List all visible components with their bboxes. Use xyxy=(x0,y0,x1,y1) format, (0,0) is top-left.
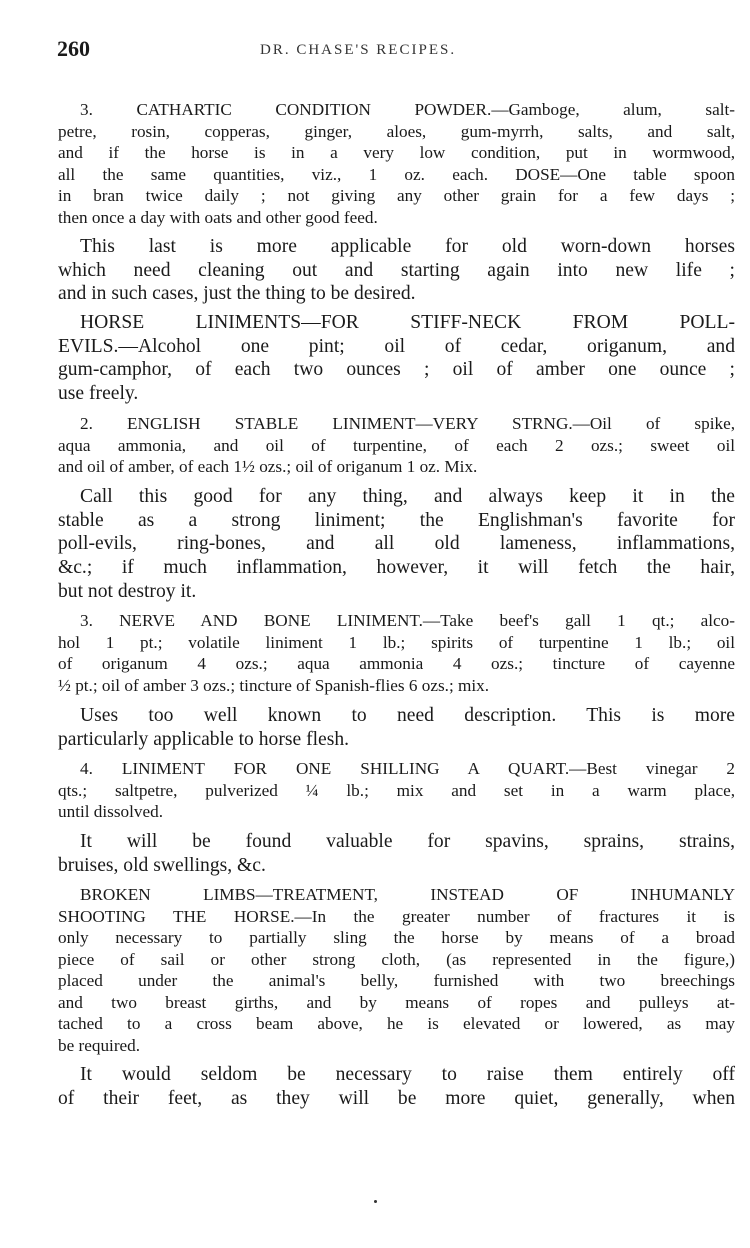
text-line: and in such cases, just the thing to be desired. xyxy=(58,283,416,305)
text-line: be required. xyxy=(58,1035,141,1055)
running-head: DR. CHASE'S RECIPES. xyxy=(260,42,457,58)
paragraph xyxy=(58,485,735,604)
text-line: 4. LINIMENT FOR ONE SHILLING A QUART.—Best vinegar 2 xyxy=(80,759,735,778)
paragraph xyxy=(58,413,735,478)
paragraph xyxy=(58,235,735,306)
text-line: &c.; if much inflammation, however, it will fetch the hair, xyxy=(58,557,735,579)
text-line: and if the horse is in a very low condition, put in wormwood, xyxy=(58,143,735,162)
text-line: BROKEN LIMBS—TREATMENT, INSTEAD OF INHUMANLY xyxy=(80,885,735,904)
text-line: aqua ammonia, and oil of turpentine, of each 2 ozs.; sweet oil xyxy=(58,435,735,455)
paragraph xyxy=(58,1063,735,1110)
text-line: poll-evils, ring-bones, and all old lameness, inflammations, xyxy=(58,533,735,555)
text-line: and oil of amber, of each 1½ ozs.; oil of origanum 1 oz. Mix. xyxy=(58,457,478,476)
text-line: ½ pt.; oil of amber 3 ozs.; tincture of Spanish-flies 6 ozs.; mix. xyxy=(58,675,490,695)
text-line: 2. ENGLISH STABLE LINIMENT—VERY STRNG.—Oil of spike, xyxy=(80,414,735,433)
text-line: 3. CATHARTIC CONDITION POWDER.—Gamboge, alum, salt- xyxy=(80,100,735,119)
text-line: all the same quantities, viz., 1 oz. each. DOSE—One table spoon xyxy=(58,164,735,184)
text-line: of origanum 4 ozs.; aqua ammonia 4 ozs.; tincture of cayenne xyxy=(58,654,735,673)
paragraph xyxy=(58,884,735,1056)
text-line: It will be found valuable for spavins, sprains, strains, xyxy=(80,831,735,852)
text-line: only necessary to partially sling the horse by means of a broad xyxy=(58,928,735,947)
text-line: Call this good for any thing, and always keep it in the xyxy=(80,486,735,507)
text-line: hol 1 pt.; volatile liniment 1 lb.; spirits of turpentine 1 lb.; oil xyxy=(58,632,735,652)
text-line: qts.; saltpetre, pulverized ¼ lb.; mix and set in a warm place, xyxy=(58,780,735,800)
text-line: HORSE LINIMENTS—FOR STIFF-NECK FROM POLL- xyxy=(80,312,735,333)
text-line: Uses too well known to need description. This is more xyxy=(80,705,735,726)
text-line: placed under the animal's belly, furnished with two breechings xyxy=(58,971,735,990)
text-line: until dissolved. xyxy=(58,802,164,821)
text-line: petre, rosin, copperas, ginger, aloes, gum-myrrh, salts, and salt, xyxy=(58,121,735,141)
text-line: then once a day with oats and other good feed. xyxy=(58,207,378,227)
text-line: It would seldom be necessary to raise them entirely off xyxy=(80,1064,735,1085)
text-line: stable as a strong liniment; the Englishman's favorite for xyxy=(58,509,735,531)
text-line: use freely. xyxy=(58,383,139,405)
print-speck xyxy=(374,1200,377,1203)
text-line: which need cleaning out and starting again into new life ; xyxy=(58,259,735,281)
text-line: particularly applicable to horse flesh. xyxy=(58,728,350,750)
paragraph xyxy=(58,311,735,406)
paragraph xyxy=(58,830,735,877)
text-line: in bran twice daily ; not giving any other grain for a few days ; xyxy=(58,186,735,205)
text-line: and two breast girths, and by means of ropes and pulleys at- xyxy=(58,992,735,1012)
text-line: SHOOTING THE HORSE.—In the greater number of fractures it is xyxy=(58,906,735,926)
text-line: piece of sail or other strong cloth, (as represented in the figure,) xyxy=(58,949,735,969)
text-line: 3. NERVE AND BONE LINIMENT.—Take beef's gall 1 qt.; alco- xyxy=(80,611,735,630)
text-line: of their feet, as they will be more quiet, generally, when xyxy=(58,1087,735,1109)
text-line: EVILS.—Alcohol one pint; oil of cedar, origanum, and xyxy=(58,335,735,357)
page-number: 260 xyxy=(57,36,90,61)
text-line: gum-camphor, of each two ounces ; oil of amber one ounce ; xyxy=(58,359,735,381)
paragraph xyxy=(58,704,735,751)
text-line: tached to a cross beam above, he is elevated or lowered, as may xyxy=(58,1014,735,1033)
paragraph xyxy=(58,758,735,823)
text-line: bruises, old swellings, &c. xyxy=(58,854,266,876)
paragraph xyxy=(58,99,735,228)
paragraph xyxy=(58,610,735,696)
text-line: but not destroy it. xyxy=(58,580,197,602)
text-line: This last is more applicable for old worn-down horses xyxy=(80,236,735,257)
